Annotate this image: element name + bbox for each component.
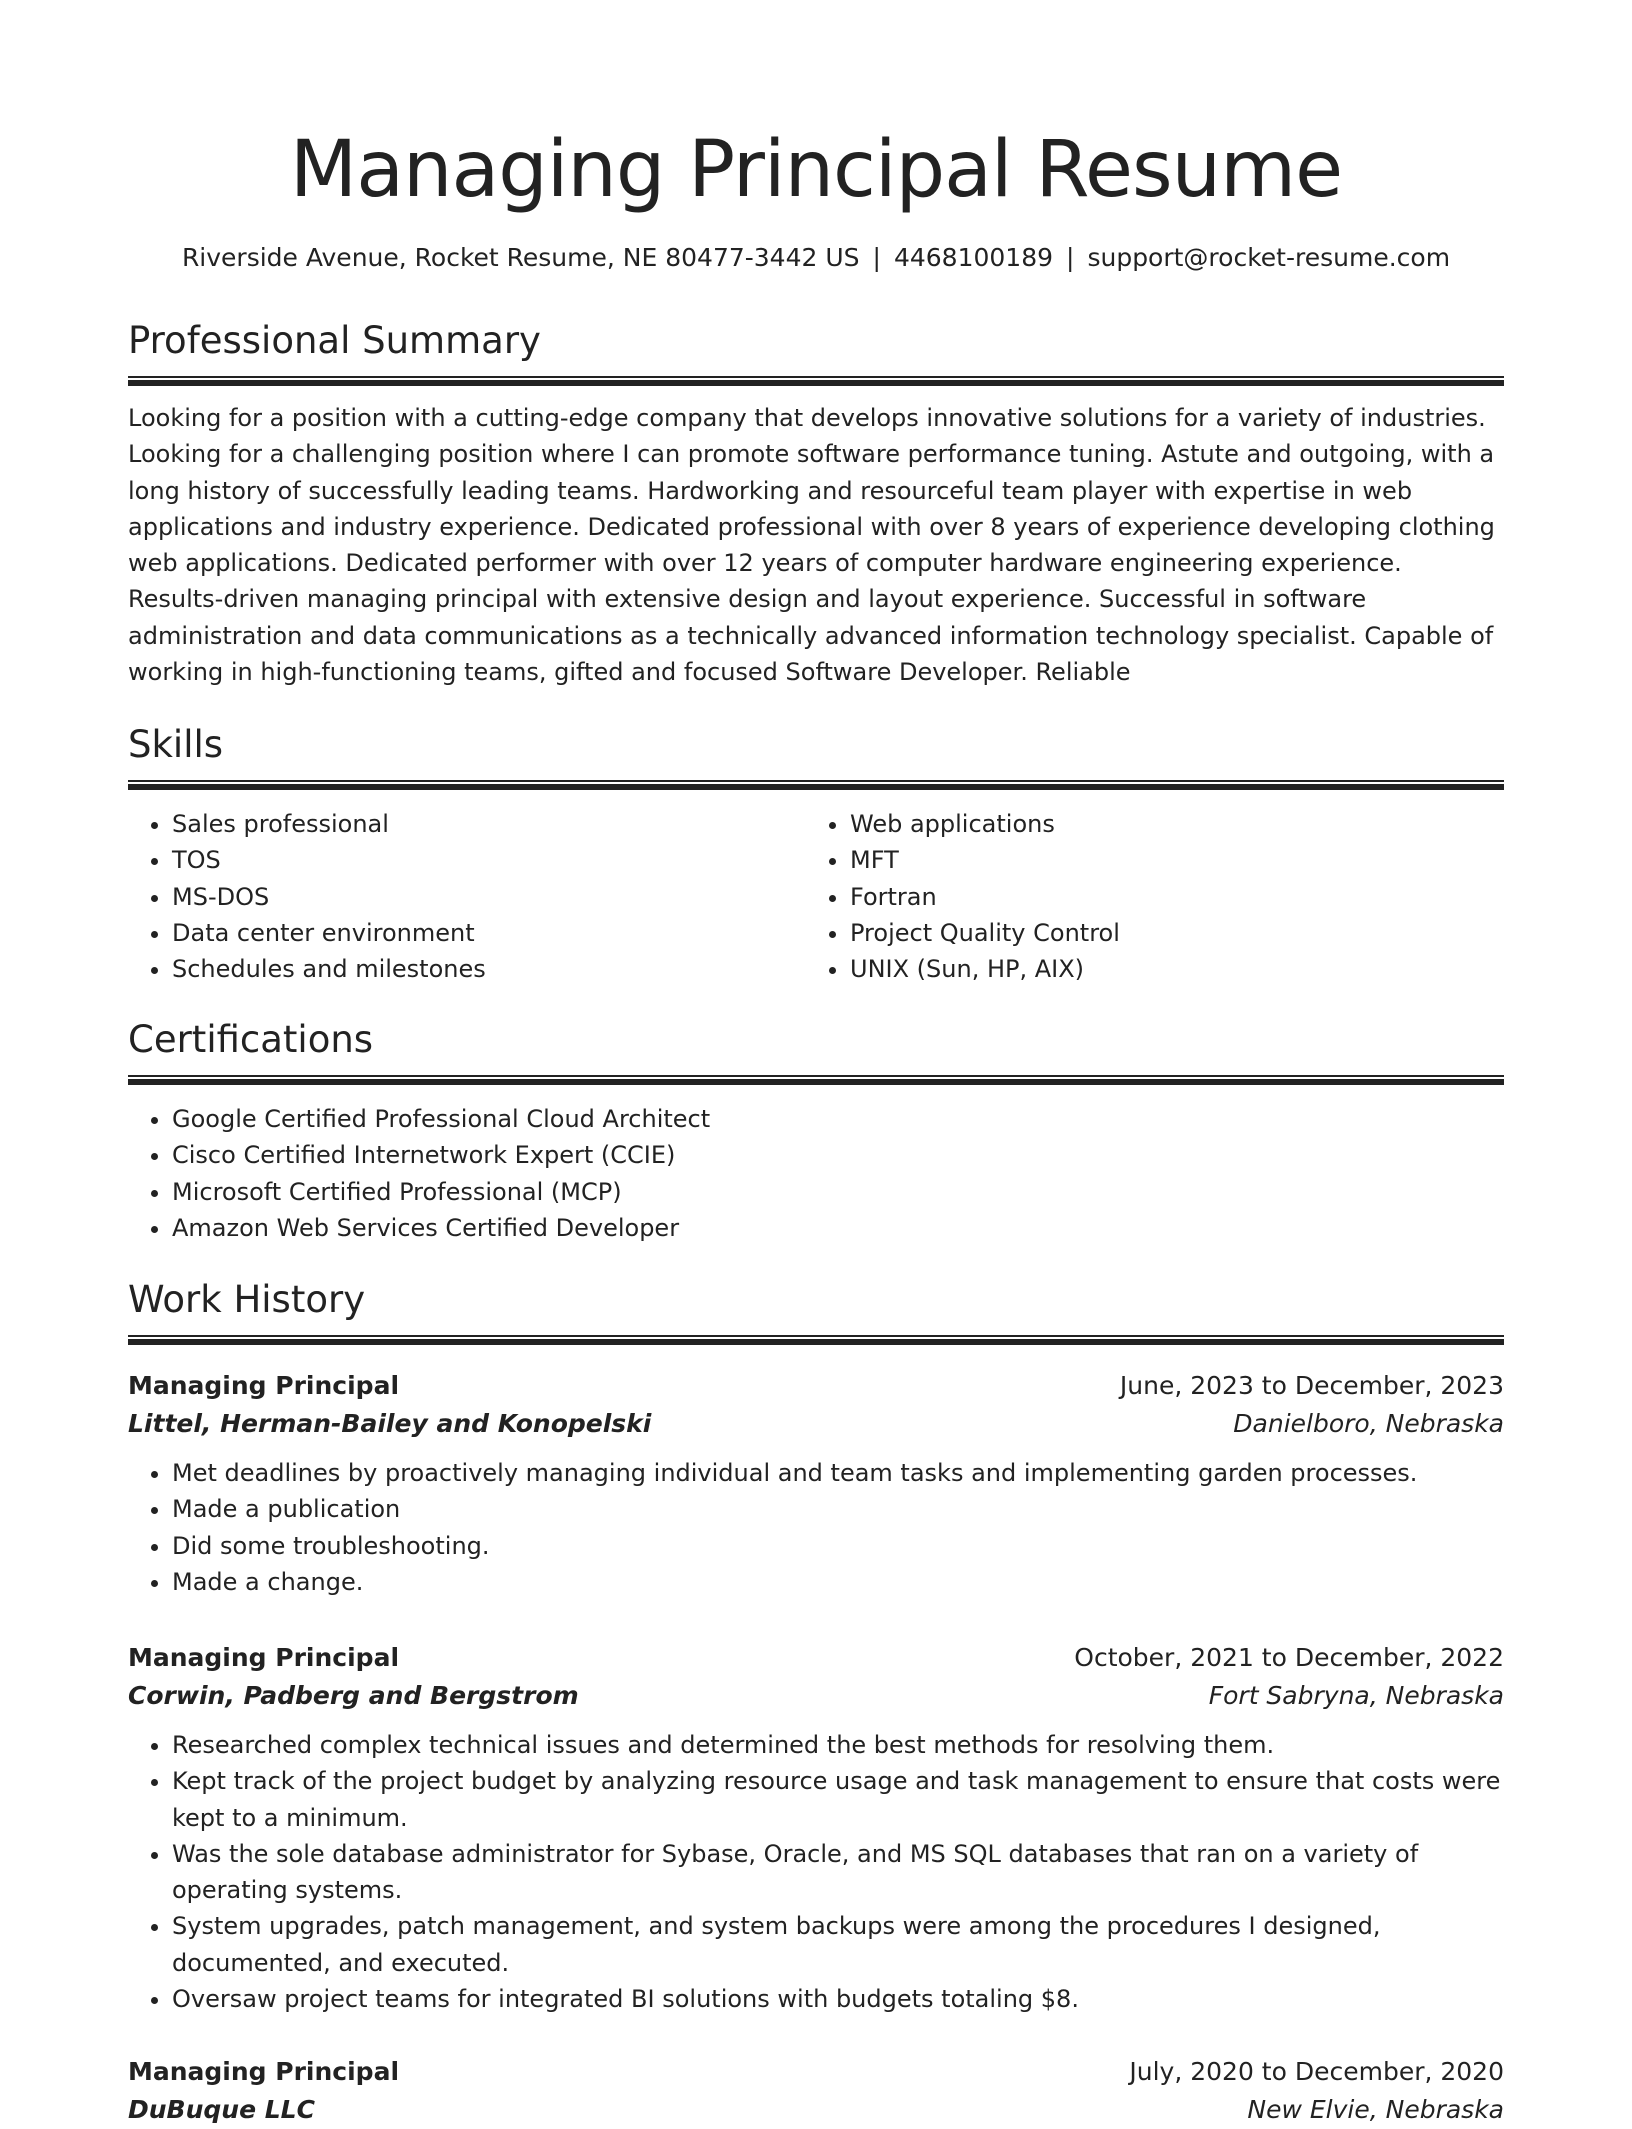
summary-text: Looking for a position with a cutting-edge company that develops innovative solutions for a variety of industries. Looking for a challenging position where I can promote software performance tuning. Astute and outgoing, with a long history of successfully leading teams. Hardworking and resourceful team player with expertise in web applications and industry experience. Dedicated professional with over 8 years of experience developing clothing web applications. Dedicated performer with over 12 years of computer hardware engineering experience. Results-driven managing principal with extensive design and layout experience. Successful in software administration and data communications as a technically advanced information technology specialist. Capable of working in high-functioning teams, gifted and focused Software Developer. Reliable: [128, 404, 1495, 687]
job-header: [128, 1639, 1504, 1677]
job-entry: [128, 1367, 1504, 1600]
contact-address: Riverside Avenue, Rocket Resume, NE 80477-3442 US: [181, 243, 860, 272]
job-duty: • Made a publication: [172, 1491, 1504, 1527]
section-divider: [128, 376, 1504, 386]
skills-heading: Skills: [128, 723, 224, 766]
job-company: Corwin, Padberg and Bergstrom: [128, 1681, 579, 1710]
skill-item: • UNIX (Sun, HP, AIX): [850, 951, 1484, 987]
contact-separator: |: [872, 243, 881, 272]
job-subheader: [128, 1677, 1504, 1715]
job-duty: • Oversaw project teams for integrated BI solutions with budgets totaling $8.: [172, 1981, 1504, 2017]
job-dates: June, 2023 to December, 2023: [1119, 1371, 1504, 1400]
skills-column-left: [128, 806, 806, 987]
contact-phone: 4468100189: [893, 243, 1054, 272]
summary-heading: Professional Summary: [128, 319, 541, 362]
job-duties: [128, 1727, 1504, 2017]
skill-item: • Project Quality Control: [850, 915, 1484, 951]
job-entry: [128, 2053, 1504, 2129]
section-divider: [128, 780, 1504, 790]
certification-item: • Cisco Certified Internetwork Expert (CCIE): [172, 1137, 1504, 1173]
job-subheader: [128, 1405, 1504, 1443]
job-duties: [128, 1455, 1504, 1600]
contact-email: support@rocket-resume.com: [1087, 243, 1451, 272]
skills-section: [128, 722, 1504, 987]
job-title: Managing Principal: [128, 2057, 400, 2086]
job-location: Danielboro, Nebraska: [1233, 1409, 1504, 1438]
certifications-heading: Certifications: [128, 1018, 374, 1061]
certifications-section: [128, 1017, 1504, 1246]
resume-title: Managing Principal Resume: [289, 125, 1343, 215]
job-duty: • Researched complex technical issues and determined the best methods for resolving them.: [172, 1727, 1504, 1763]
resume-page: [128, 0, 1504, 2124]
skill-item: • Fortran: [850, 879, 1484, 915]
job-dates: October, 2021 to December, 2022: [1074, 1643, 1504, 1672]
job-duty: • Did some troubleshooting.: [172, 1528, 1504, 1564]
work-history-section: [128, 1277, 1504, 1345]
job-header: [128, 1367, 1504, 1405]
skill-item: • Data center environment: [172, 915, 806, 951]
certification-item: • Microsoft Certified Professional (MCP): [172, 1174, 1504, 1210]
skills-grid: [128, 806, 1504, 987]
contact-separator: |: [1066, 243, 1075, 272]
skill-item: • Sales professional: [172, 806, 806, 842]
certification-item: • Google Certified Professional Cloud Architect: [172, 1101, 1504, 1137]
job-duty: • Met deadlines by proactively managing individual and team tasks and implementing garden processes.: [172, 1455, 1504, 1491]
job-header: [128, 2053, 1504, 2091]
section-divider: [128, 1075, 1504, 1085]
skill-item: • Schedules and milestones: [172, 951, 806, 987]
skill-item: • Web applications: [850, 806, 1484, 842]
work-history-heading: Work History: [128, 1278, 366, 1321]
skills-list-left: [128, 806, 806, 987]
job-company: Littel, Herman-Bailey and Konopelski: [128, 1409, 652, 1438]
job-title: Managing Principal: [128, 1643, 400, 1672]
section-divider: [128, 1335, 1504, 1345]
job-subheader: [128, 2091, 1504, 2129]
skill-item: • MFT: [850, 842, 1484, 878]
skill-item: • MS-DOS: [172, 879, 806, 915]
skill-item: • TOS: [172, 842, 806, 878]
skills-column-right: [806, 806, 1484, 987]
contact-line: [128, 238, 1504, 278]
job-location: New Elvie, Nebraska: [1247, 2095, 1504, 2124]
job-company: DuBuque LLC: [128, 2095, 315, 2124]
job-title: Managing Principal: [128, 1371, 400, 1400]
summary-section: [128, 318, 1504, 690]
job-entry: [128, 1639, 1504, 2017]
job-duty: • Was the sole database administrator for Sybase, Oracle, and MS SQL databases that ran on a variety of operating systems.: [172, 1836, 1504, 1909]
job-location: Fort Sabryna, Nebraska: [1208, 1681, 1504, 1710]
certifications-list: [128, 1101, 1504, 1246]
job-duty: • System upgrades, patch management, and system backups were among the procedures I designed, documented, and executed.: [172, 1908, 1504, 1981]
job-duty: • Kept track of the project budget by analyzing resource usage and task management to ensure that costs were kept to a minimum.: [172, 1763, 1504, 1836]
job-dates: July, 2020 to December, 2020: [1129, 2057, 1504, 2086]
job-duty: • Made a change.: [172, 1564, 1504, 1600]
skills-list-right: [806, 806, 1484, 987]
certification-item: • Amazon Web Services Certified Developer: [172, 1210, 1504, 1246]
